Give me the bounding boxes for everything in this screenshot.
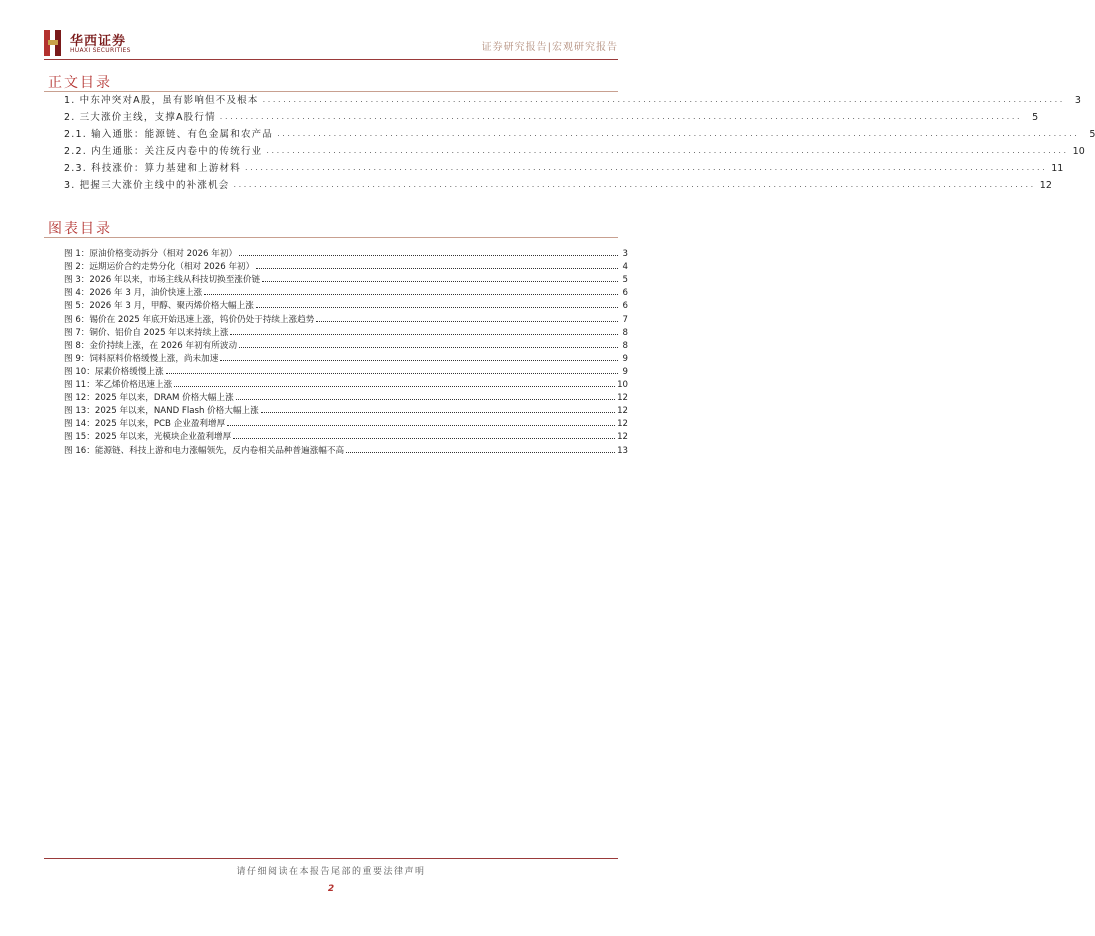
figure-leader xyxy=(227,425,615,426)
figure-leader xyxy=(166,373,618,374)
toc-item-label: 1. 中东冲突对A股，虽有影响但不及根本 xyxy=(64,95,259,106)
figure-item[interactable] xyxy=(64,364,628,377)
toc-item-page: 5 xyxy=(1032,112,1039,123)
figure-item[interactable] xyxy=(64,272,628,285)
figure-item-label: 图 2：远期运价合约走势分化（相对 2026 年初） xyxy=(64,262,255,273)
figure-leader xyxy=(230,334,618,335)
brand-name-cn: 华西证券 xyxy=(70,34,127,49)
figure-item-label: 图 9：饲料原料价格缓慢上涨，尚未加速 xyxy=(64,353,219,364)
toc-item-page: 11 xyxy=(1051,163,1064,174)
figure-item[interactable] xyxy=(64,285,628,298)
figure-item-label: 图 11：苯乙烯价格迅速上涨 xyxy=(64,380,173,391)
figure-item-label: 图 10：尿素价格缓慢上涨 xyxy=(64,366,164,377)
figure-list xyxy=(64,246,628,456)
figure-item-page: 12 xyxy=(617,406,628,417)
toc-leader: ............................................................................................................................................................ xyxy=(244,163,1048,172)
figure-item-label: 图 13：2025 年以来，NAND Flash 价格大幅上涨 xyxy=(64,406,259,417)
figure-item-label: 图 14：2025 年以来，PCB 企业盈利增厚 xyxy=(64,419,226,430)
figure-item[interactable] xyxy=(64,442,628,455)
toc-item-page: 12 xyxy=(1039,180,1052,191)
page-number: 2 xyxy=(327,884,335,894)
toc-item[interactable] xyxy=(64,123,1095,140)
figure-item-page: 7 xyxy=(622,314,628,325)
toc-list xyxy=(64,89,1095,191)
toc-item[interactable] xyxy=(64,140,1085,157)
toc-leader: ............................................................................................................................................................ xyxy=(233,180,1036,189)
toc-item-page: 5 xyxy=(1089,129,1095,140)
legal-notice: 请仔细阅读在本报告尾部的重要法律声明 xyxy=(236,867,426,877)
figure-item-page: 8 xyxy=(622,327,628,338)
toc-item-label: 2.3. 科技涨价：算力基建和上游材料 xyxy=(64,163,241,174)
figure-item[interactable] xyxy=(64,311,628,324)
toc-leader: ............................................................................................................................................................ xyxy=(219,112,1023,121)
figure-item-label: 图 4：2026 年 3 月，油价快速上涨 xyxy=(64,288,203,299)
figure-item[interactable] xyxy=(64,351,628,364)
toc-item[interactable] xyxy=(64,89,1081,106)
figure-item-page: 10 xyxy=(617,380,628,391)
figure-item[interactable] xyxy=(64,416,628,429)
figure-item-label: 图 3：2026 年以来，市场主线从科技切换至涨价链 xyxy=(64,275,261,286)
figure-leader xyxy=(346,452,615,453)
toc-item-label: 3. 把握三大涨价主线中的补涨机会 xyxy=(64,180,230,191)
figure-leader xyxy=(174,386,615,387)
figure-item[interactable] xyxy=(64,298,628,311)
figure-item-label: 图 5：2026 年 3 月，甲醇、聚丙烯价格大幅上涨 xyxy=(64,301,254,312)
toc-item-label: 2. 三大涨价主线，支撑A股行情 xyxy=(64,112,216,123)
toc-item-label: 2.1. 输入通胀：能源链、有色金属和农产品 xyxy=(64,129,274,140)
figure-item[interactable] xyxy=(64,325,628,338)
figure-list-title: 图表目录 xyxy=(48,221,112,237)
figure-leader xyxy=(236,399,615,400)
figure-item[interactable] xyxy=(64,429,628,442)
figure-item-page: 3 xyxy=(622,249,628,260)
footer-divider xyxy=(44,858,618,859)
figure-item-page: 6 xyxy=(622,301,628,312)
figure-item-page: 12 xyxy=(617,393,628,404)
brand-logo xyxy=(44,28,204,62)
figure-item-page: 13 xyxy=(617,445,628,456)
figure-item[interactable] xyxy=(64,390,628,403)
toc-item-page: 3 xyxy=(1074,95,1081,106)
toc-leader: ............................................................................................................................................................ xyxy=(262,95,1065,104)
figure-item[interactable] xyxy=(64,403,628,416)
page-header xyxy=(44,28,618,68)
figure-leader xyxy=(256,307,618,308)
figure-item[interactable] xyxy=(64,259,628,272)
figure-item-label: 图 15：2025 年以来，光模块企业盈利增厚 xyxy=(64,432,232,443)
toc-item[interactable] xyxy=(64,174,1052,191)
figure-item-label: 图 8：金价持续上涨，在 2026 年初有所波动 xyxy=(64,340,238,351)
report-type-label: 证券研究报告|宏观研究报告 xyxy=(481,42,618,53)
figure-leader xyxy=(262,281,618,282)
figure-item-label: 图 16：能源链、科技上游和电力涨幅领先，反内卷相关品种普遍涨幅不高 xyxy=(64,445,345,456)
figure-leader xyxy=(261,412,615,413)
figure-item[interactable] xyxy=(64,338,628,351)
figure-list-divider xyxy=(44,237,618,238)
toc-leader: ............................................................................................................................................................ xyxy=(277,129,1080,138)
toc-leader: ............................................................................................................................................................ xyxy=(266,146,1069,155)
figure-leader xyxy=(204,294,618,295)
toc-title: 正文目录 xyxy=(48,75,112,91)
figure-item-page: 4 xyxy=(622,262,628,273)
toc-item[interactable] xyxy=(64,157,1064,174)
huaxi-logo-icon xyxy=(44,30,64,56)
header-divider xyxy=(44,59,618,60)
figure-item-page: 9 xyxy=(622,353,628,364)
figure-leader xyxy=(220,360,618,361)
figure-item[interactable] xyxy=(64,246,628,259)
figure-item-page: 12 xyxy=(617,432,628,443)
figure-item-label: 图 6：锡价在 2025 年底开始迅速上涨，钨价仍处于持续上涨趋势 xyxy=(64,314,315,325)
toc-item-page: 10 xyxy=(1072,146,1085,157)
figure-item-page: 12 xyxy=(617,419,628,430)
figure-leader xyxy=(239,347,618,348)
figure-leader xyxy=(316,321,618,322)
toc-item-label: 2.2. 内生通胀：关注反内卷中的传统行业 xyxy=(64,146,263,157)
figure-item-label: 图 7：铜价、铝价自 2025 年以来持续上涨 xyxy=(64,327,229,338)
figure-leader xyxy=(256,268,618,269)
figure-leader xyxy=(239,255,618,256)
figure-leader xyxy=(233,438,615,439)
figure-item-label: 图 12：2025 年以来，DRAM 价格大幅上涨 xyxy=(64,393,234,404)
brand-name-en: HUAXI SECURITIES xyxy=(70,47,131,54)
figure-item-label: 图 1：原油价格变动拆分（相对 2026 年初） xyxy=(64,249,238,260)
figure-item-page: 5 xyxy=(622,275,628,286)
figure-item[interactable] xyxy=(64,377,628,390)
figure-item-page: 6 xyxy=(622,288,628,299)
figure-item-page: 8 xyxy=(622,340,628,351)
toc-item[interactable] xyxy=(64,106,1039,123)
figure-item-page: 9 xyxy=(622,366,628,377)
